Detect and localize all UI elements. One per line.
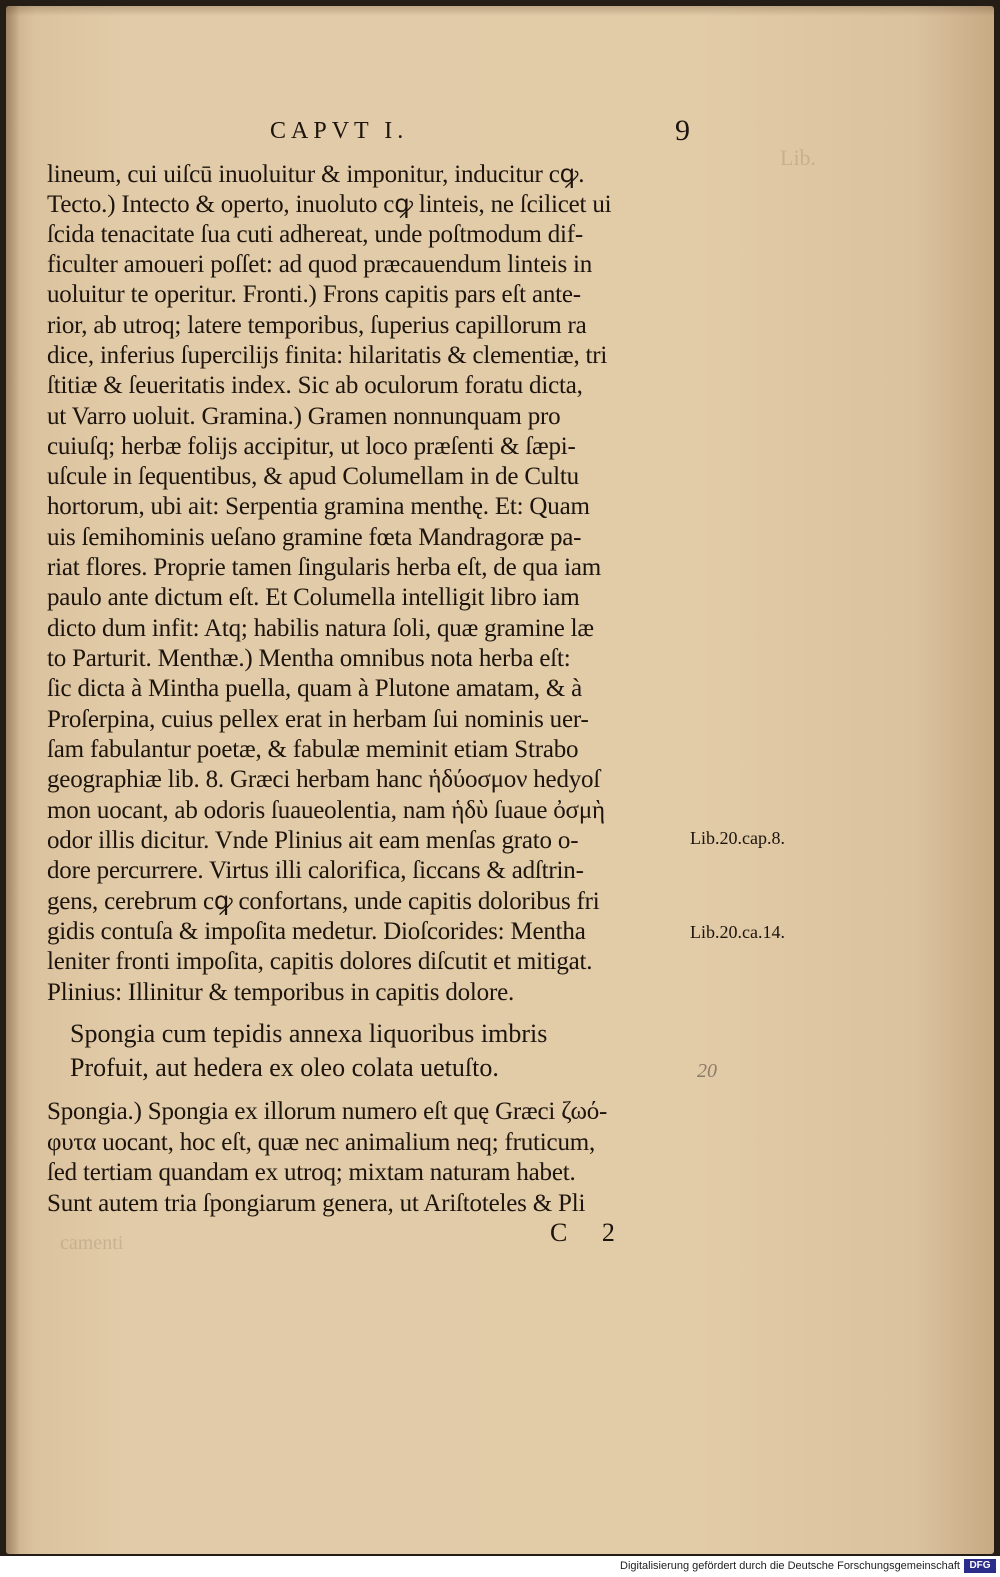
text-line: Tecto.) Intecto & operto, inuoluto cꝙ linteis, ne ſcilicet ui [47, 191, 612, 218]
page-number: 9 [675, 114, 690, 147]
text-line: odor illis dicitur. Vnde Plinius ait eam menſas grato o- [47, 827, 579, 854]
text-line: to Parturit. Menthæ.) Mentha omnibus nota herba eſt: [47, 645, 571, 672]
signature-mark: C 2 [550, 1218, 629, 1247]
text-line: ſam fabulantur poetæ, & fabulæ meminit etiam Strabo [47, 736, 579, 763]
text-line: ſic dicta à Mintha puella, quam à Plutone amatam, & à [47, 675, 583, 702]
text-line: uis ſemihominis ueſano gramine fœta Mandragoræ pa- [47, 524, 582, 551]
text-line: dice, inferius ſupercilijs finita: hilaritatis & clementiæ, tri [47, 342, 608, 369]
text-line: hortorum, ubi ait: Serpentia gramina menthę. Et: Quam [47, 493, 590, 520]
chapter-title: CAPVT I. [270, 118, 409, 144]
text-line: mon uocant, ab odoris ſuaueolentia, nam ἡδὺ ſuaue ὀσμὴ [47, 797, 605, 824]
show-through-ghost: camenti [60, 1232, 124, 1254]
text-line: paulo ante dictum eſt. Et Columella intelligit libro iam [47, 584, 580, 611]
footer-bar [0, 1556, 1000, 1577]
text-line: ſcida tenacitate ſua cuti adhereat, unde poſtmodum dif- [47, 221, 584, 248]
text-line: ſtitiæ & ſeueritatis index. Sic ab oculorum foratu dicta, [47, 372, 583, 399]
text-line: Plinius: Illinitur & temporibus in capitis dolore. [47, 979, 515, 1006]
text-line: ut Varro uoluit. Gramina.) Gramen nonnunquam pro [47, 403, 561, 430]
running-head [270, 114, 690, 150]
text-line: cuiuſq; herbæ folijs accipitur, ut loco præſenti & ſæpi- [47, 433, 576, 460]
text-line: Spongia.) Spongia ex illorum numero eſt quę Græci ζωό- [47, 1098, 608, 1125]
show-through-ghost: Lib. [780, 145, 817, 170]
text-line: rior, ab utroq; latere temporibus, ſuperius capillorum ra [47, 312, 587, 339]
funding-credit: Digitalisierung gefördert durch die Deutsche Forschungsgemeinschaft [620, 1560, 960, 1572]
marginal-note: Lib.20.cap.8. [690, 828, 785, 848]
marginal-note: Lib.20.ca.14. [690, 922, 785, 942]
text-line: Proſerpina, cuius pellex erat in herbam ſui nominis uer- [47, 706, 589, 733]
pencil-annotation: 20 [697, 1060, 717, 1082]
text-line: ficulter amoueri poſſet: ad quod præcauendum linteis in [47, 251, 593, 278]
dfg-logo-icon: DFG [964, 1559, 996, 1573]
text-line: lineum, cui uiſcū inuoluitur & imponitur, inducitur cꝙ. [47, 161, 585, 188]
text-line: Sunt autem tria ſpongiarum genera, ut Ariſtoteles & Pli [47, 1190, 586, 1217]
text-line: leniter fronti impoſita, capitis dolores diſcutit et mitigat. [47, 948, 593, 975]
text-line: dore percurrere. Virtus illi calorifica, ſiccans & adſtrin- [47, 857, 584, 884]
text-line: riat flores. Proprie tamen ſingularis herba eſt, de qua iam [47, 554, 601, 581]
page-gutter-shadow [6, 6, 20, 1554]
text-line: gidis contuſa & impoſita medetur. Dioſcorides: Mentha [47, 918, 586, 945]
text-line: φυτα uocant, hoc eſt, quæ nec animalium neq; fruticum, [47, 1129, 596, 1156]
text-line: gens, cerebrum cꝙ confortans, unde capitis doloribus fri [47, 888, 600, 915]
text-line: dicto dum infit: Atq; habilis natura ſoli, quæ gramine læ [47, 615, 594, 642]
text-line: uſcule in ſequentibus, & apud Columellam in de Cultu [47, 463, 579, 490]
verse-line: Profuit, aut hedera ex oleo colata uetuſto. [70, 1053, 499, 1082]
text-line: geographiæ lib. 8. Græci herbam hanc ἡδύοσμον hedyoſ [47, 766, 601, 793]
text-line: ſed tertiam quandam ex utroq; mixtam naturam habet. [47, 1159, 576, 1186]
verse-line: Spongia cum tepidis annexa liquoribus imbris [70, 1019, 548, 1048]
page-top-shadow [6, 6, 994, 16]
text-line: uoluitur te operitur. Fronti.) Frons capitis pars eſt ante- [47, 281, 581, 308]
